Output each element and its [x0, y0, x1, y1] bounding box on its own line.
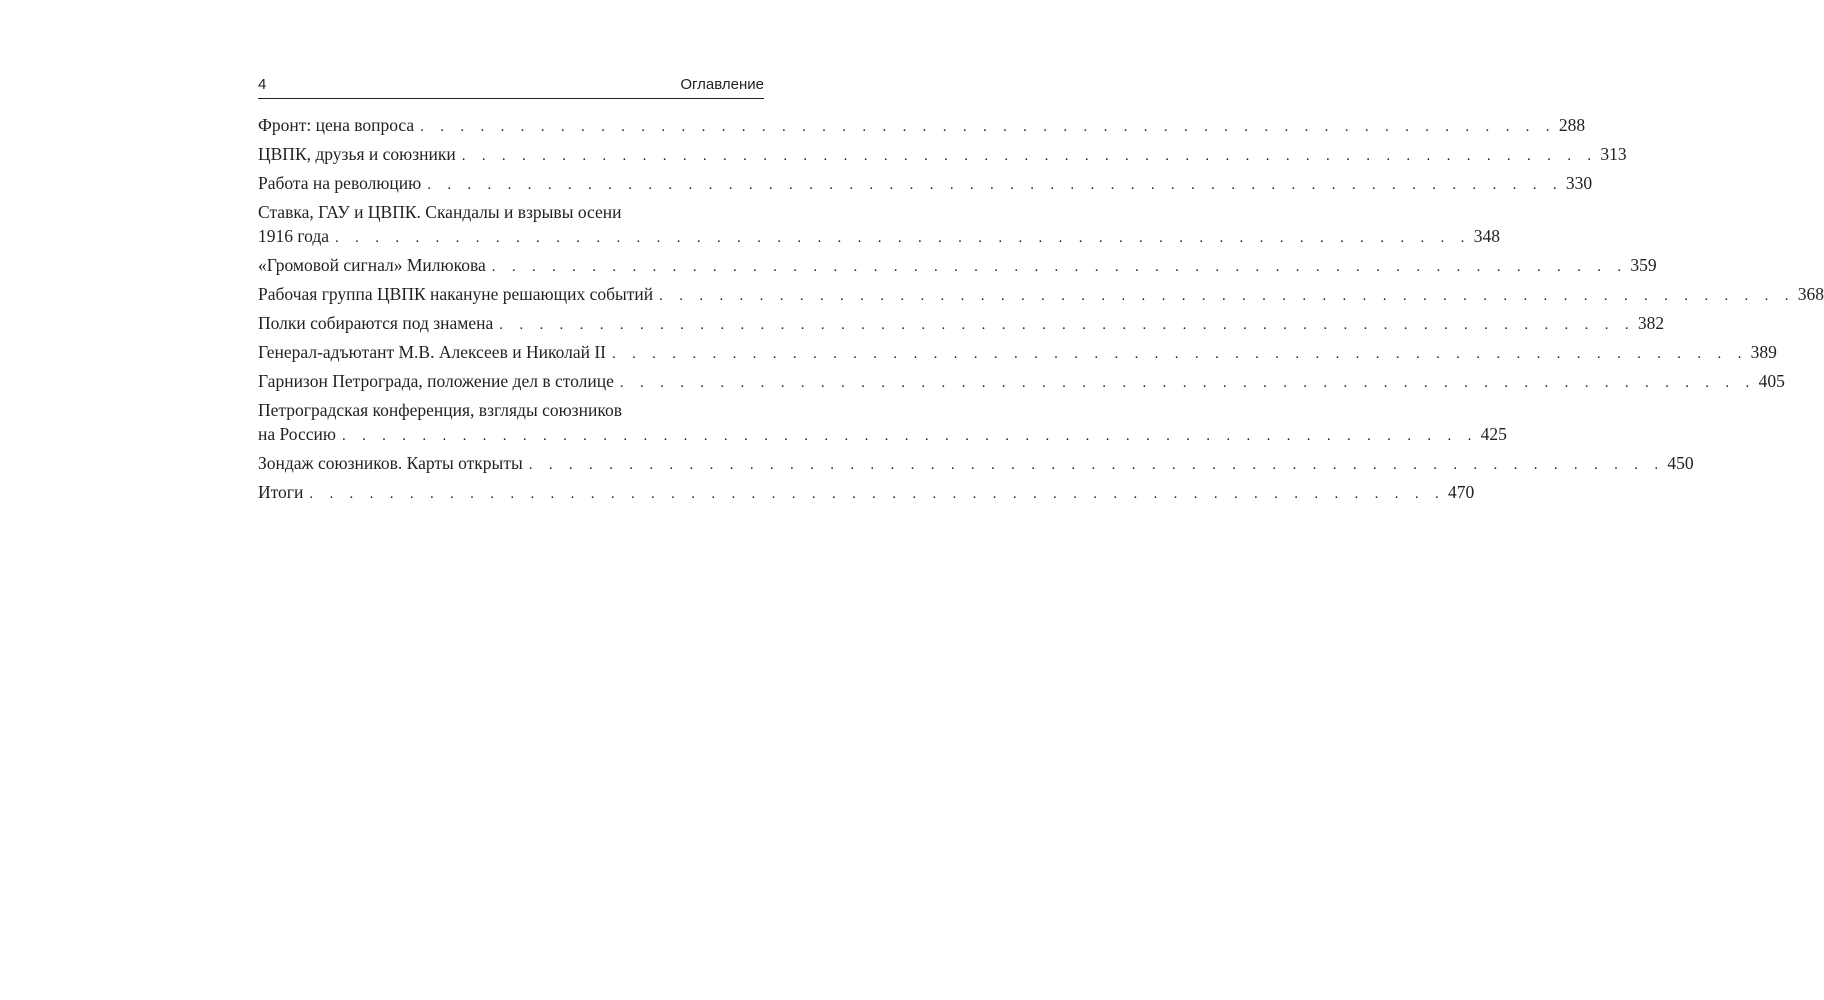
header-rule	[258, 98, 764, 99]
toc-entry-page: 348	[1471, 224, 1500, 248]
toc-dot-leader: . . . . . . . . . . . . . . . . . . . . . . . . . . . . . . . . . . . . . . . . . . . . . . . . . . . . . . . . .	[309, 486, 1446, 502]
toc-entry[interactable]	[258, 142, 1627, 166]
toc-entry-title: 1916 года	[258, 226, 330, 246]
toc-entry-title: Итоги	[258, 482, 304, 502]
toc-dot-leader: . . . . . . . . . . . . . . . . . . . . . . . . . . . . . . . . . . . . . . . . . . . . . . . . . . . . . . . . .	[461, 148, 1598, 164]
toc-entry-title: Полки собираются под знамена	[258, 313, 494, 333]
toc-entry[interactable]	[258, 253, 1657, 277]
toc-entry[interactable]	[258, 282, 1824, 306]
table-of-contents	[258, 113, 1824, 509]
toc-entry-title: Гарнизон Петрограда, положение дел в столице	[258, 371, 614, 391]
toc-dot-leader: . . . . . . . . . . . . . . . . . . . . . . . . . . . . . . . . . . . . . . . . . . . . . . . . . . . . . . . . .	[611, 346, 1748, 362]
toc-entry[interactable]	[258, 340, 1777, 364]
toc-dot-leader: . . . . . . . . . . . . . . . . . . . . . . . . . . . . . . . . . . . . . . . . . . . . . . . . . . . . . . . . .	[427, 177, 1563, 193]
toc-entry-page: 330	[1563, 171, 1592, 195]
toc-entry-title: Фронт: цена вопроса	[258, 115, 415, 135]
toc-entry[interactable]	[258, 113, 1586, 137]
toc-entry-page: 425	[1478, 422, 1507, 446]
toc-entry-title: «Громовой сигнал» Милюкова	[258, 255, 486, 275]
toc-dot-leader: . . . . . . . . . . . . . . . . . . . . . . . . . . . . . . . . . . . . . . . . . . . . . . . . . . . . . . . . .	[341, 428, 1478, 444]
toc-entry-page: 405	[1756, 369, 1785, 393]
toc-entry-title: Рабочая группа ЦВПК накануне решающих событий	[258, 284, 654, 304]
toc-entry-page: 389	[1748, 340, 1777, 364]
toc-entry-title: Зондаж союзников. Карты открыты	[258, 453, 523, 473]
toc-entry-title: на Россию	[258, 424, 336, 444]
toc-entry-title: Генерал-адъютант М.В. Алексеев и Николай II	[258, 342, 606, 362]
toc-dot-leader: . . . . . . . . . . . . . . . . . . . . . . . . . . . . . . . . . . . . . . . . . . . . . . . . . . . . . . . . .	[619, 375, 1756, 391]
toc-dot-leader: . . . . . . . . . . . . . . . . . . . . . . . . . . . . . . . . . . . . . . . . . . . . . . . . . . . . . . . . .	[420, 119, 1556, 135]
toc-dot-leader: . . . . . . . . . . . . . . . . . . . . . . . . . . . . . . . . . . . . . . . . . . . . . . . . . . . . . . . . .	[335, 230, 1471, 246]
page-number: 4	[258, 76, 267, 93]
toc-entry-page: 359	[1627, 253, 1656, 277]
toc-entry-page: 313	[1597, 142, 1626, 166]
toc-entry-title: ЦВПК, друзья и союзники	[258, 144, 456, 164]
toc-entry-page: 450	[1664, 451, 1693, 475]
toc-entry[interactable]	[258, 369, 1785, 393]
toc-entry[interactable]	[258, 398, 1507, 446]
toc-entry-page: 288	[1556, 113, 1585, 137]
toc-entry[interactable]	[258, 200, 1500, 248]
toc-entry-title-line1: Петроградская конференция, взгляды союзников	[258, 400, 622, 420]
toc-entry-page: 470	[1445, 480, 1474, 504]
toc-entry[interactable]	[258, 480, 1475, 504]
section-title: Оглавление	[680, 76, 764, 93]
toc-entry-title: Работа на революцию	[258, 173, 422, 193]
toc-dot-leader: . . . . . . . . . . . . . . . . . . . . . . . . . . . . . . . . . . . . . . . . . . . . . . . . . . . . . . . . .	[659, 288, 1795, 304]
toc-entry-page: 368	[1795, 282, 1824, 306]
toc-entry-page: 382	[1635, 311, 1664, 335]
toc-dot-leader: . . . . . . . . . . . . . . . . . . . . . . . . . . . . . . . . . . . . . . . . . . . . . . . . . . . . . . . . .	[491, 259, 1628, 275]
toc-dot-leader: . . . . . . . . . . . . . . . . . . . . . . . . . . . . . . . . . . . . . . . . . . . . . . . . . . . . . . . . .	[528, 457, 1665, 473]
toc-entry[interactable]	[258, 171, 1593, 195]
running-head	[258, 74, 764, 96]
toc-dot-leader: . . . . . . . . . . . . . . . . . . . . . . . . . . . . . . . . . . . . . . . . . . . . . . . . . . . . . . . . .	[499, 317, 1635, 333]
toc-entry-title-line1: Ставка, ГАУ и ЦВПК. Скандалы и взрывы осени	[258, 202, 622, 222]
toc-entry[interactable]	[258, 311, 1665, 335]
toc-entry[interactable]	[258, 451, 1694, 475]
